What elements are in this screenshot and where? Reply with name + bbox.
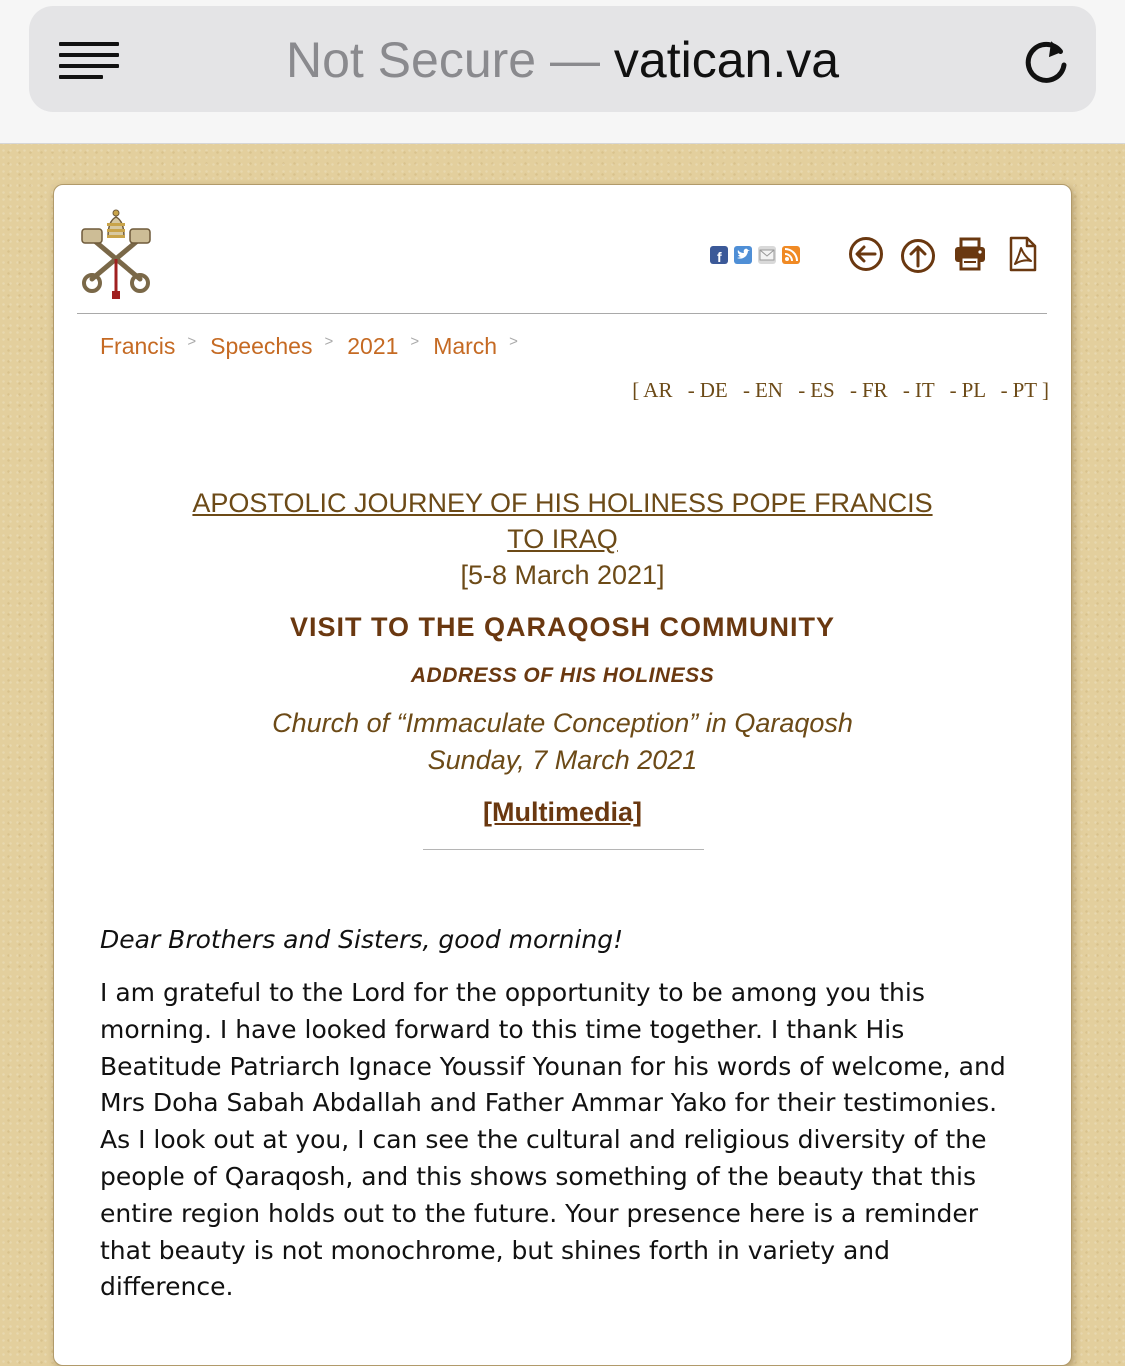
greeting: Dear Brothers and Sisters, good morning! [100, 925, 624, 954]
breadcrumb-chevron-icon: > [187, 333, 197, 350]
event-place: Church of “Immaculate Conception” in Qaraqosh [272, 708, 853, 738]
reader-menu-icon[interactable] [59, 40, 119, 82]
page-tools [848, 236, 1040, 274]
print-icon[interactable] [952, 236, 988, 272]
language-pt[interactable]: PT [1012, 378, 1037, 402]
address-label: ADDRESS OF HIS HOLINESS [410, 664, 715, 687]
language-it[interactable]: IT [914, 378, 935, 402]
breadcrumb [100, 331, 532, 361]
email-icon[interactable] [758, 246, 776, 264]
page-container [53, 184, 1072, 1366]
language-selector: [ AR - DE - EN - ES - FR - IT - PL - PT ] [632, 378, 1049, 402]
multimedia-section [54, 797, 1071, 828]
url-display[interactable] [149, 29, 976, 91]
url-host: vatican.va [613, 32, 840, 88]
journey-link-line2[interactable]: TO IRAQ [507, 524, 618, 554]
facebook-icon[interactable]: f [710, 246, 728, 264]
pdf-icon[interactable] [1004, 236, 1040, 272]
language-fr[interactable]: FR [861, 378, 888, 402]
breadcrumb-speeches[interactable]: Speeches [210, 333, 313, 359]
language-ar[interactable]: AR [643, 378, 673, 402]
body-paragraph: I am grateful to the Lord for the opportunity to be among you this morning. I have looked forward to this time together. I thank His Beatitude Patriarch Ignace Youssif Younan for his words of welcome, and Mrs Doha Sabah Abdallah and Father Ammar Yako for their testimonies. As I look out at you, I can see the cultural and religious diversity of the people of Qaraqosh, and this shows something of the beauty that this entire region holds out to the future. Your presence here is a reminder that beauty is not monochrome, but shines forth in variety and difference. [100, 978, 1006, 1302]
breadcrumb-chevron-icon: > [324, 333, 334, 350]
page-title: VISIT TO THE QARAQOSH COMMUNITY [289, 612, 835, 642]
language-bracket-open: [ [632, 378, 640, 402]
multimedia-link[interactable]: [Multimedia] [483, 797, 642, 827]
event-date: Sunday, 7 March 2021 [427, 745, 698, 775]
language-de[interactable]: DE [699, 378, 728, 402]
language-en[interactable]: EN [754, 378, 783, 402]
journey-dates: [5-8 March 2021] [460, 560, 665, 590]
event-location [54, 705, 1071, 779]
address-bar[interactable] [29, 6, 1096, 112]
journey-header [54, 485, 1071, 593]
language-es[interactable]: ES [810, 378, 835, 402]
journey-link-line1[interactable]: APOSTOLIC JOURNEY OF HIS HOLINESS POPE FRANCIS [192, 488, 933, 518]
breadcrumb-month[interactable]: March [433, 333, 498, 359]
breadcrumb-francis[interactable]: Francis [100, 333, 176, 359]
header-divider [77, 313, 1047, 314]
breadcrumb-year[interactable]: 2021 [347, 333, 399, 359]
language-bracket-close: ] [1042, 378, 1049, 402]
up-arrow-icon[interactable] [900, 238, 936, 274]
twitter-icon[interactable] [734, 246, 752, 264]
breadcrumb-chevron-icon: > [410, 333, 420, 350]
holy-see-emblem-icon[interactable] [78, 207, 154, 301]
breadcrumb-chevron-icon: > [509, 333, 518, 350]
title-divider [423, 849, 704, 850]
reload-icon[interactable] [1020, 36, 1072, 88]
security-status: Not Secure — [285, 32, 614, 88]
share-icons [710, 246, 800, 266]
rss-icon[interactable] [782, 246, 800, 264]
browser-top-bar [0, 0, 1125, 144]
language-pl[interactable]: PL [961, 378, 986, 402]
back-arrow-icon[interactable] [848, 236, 884, 272]
